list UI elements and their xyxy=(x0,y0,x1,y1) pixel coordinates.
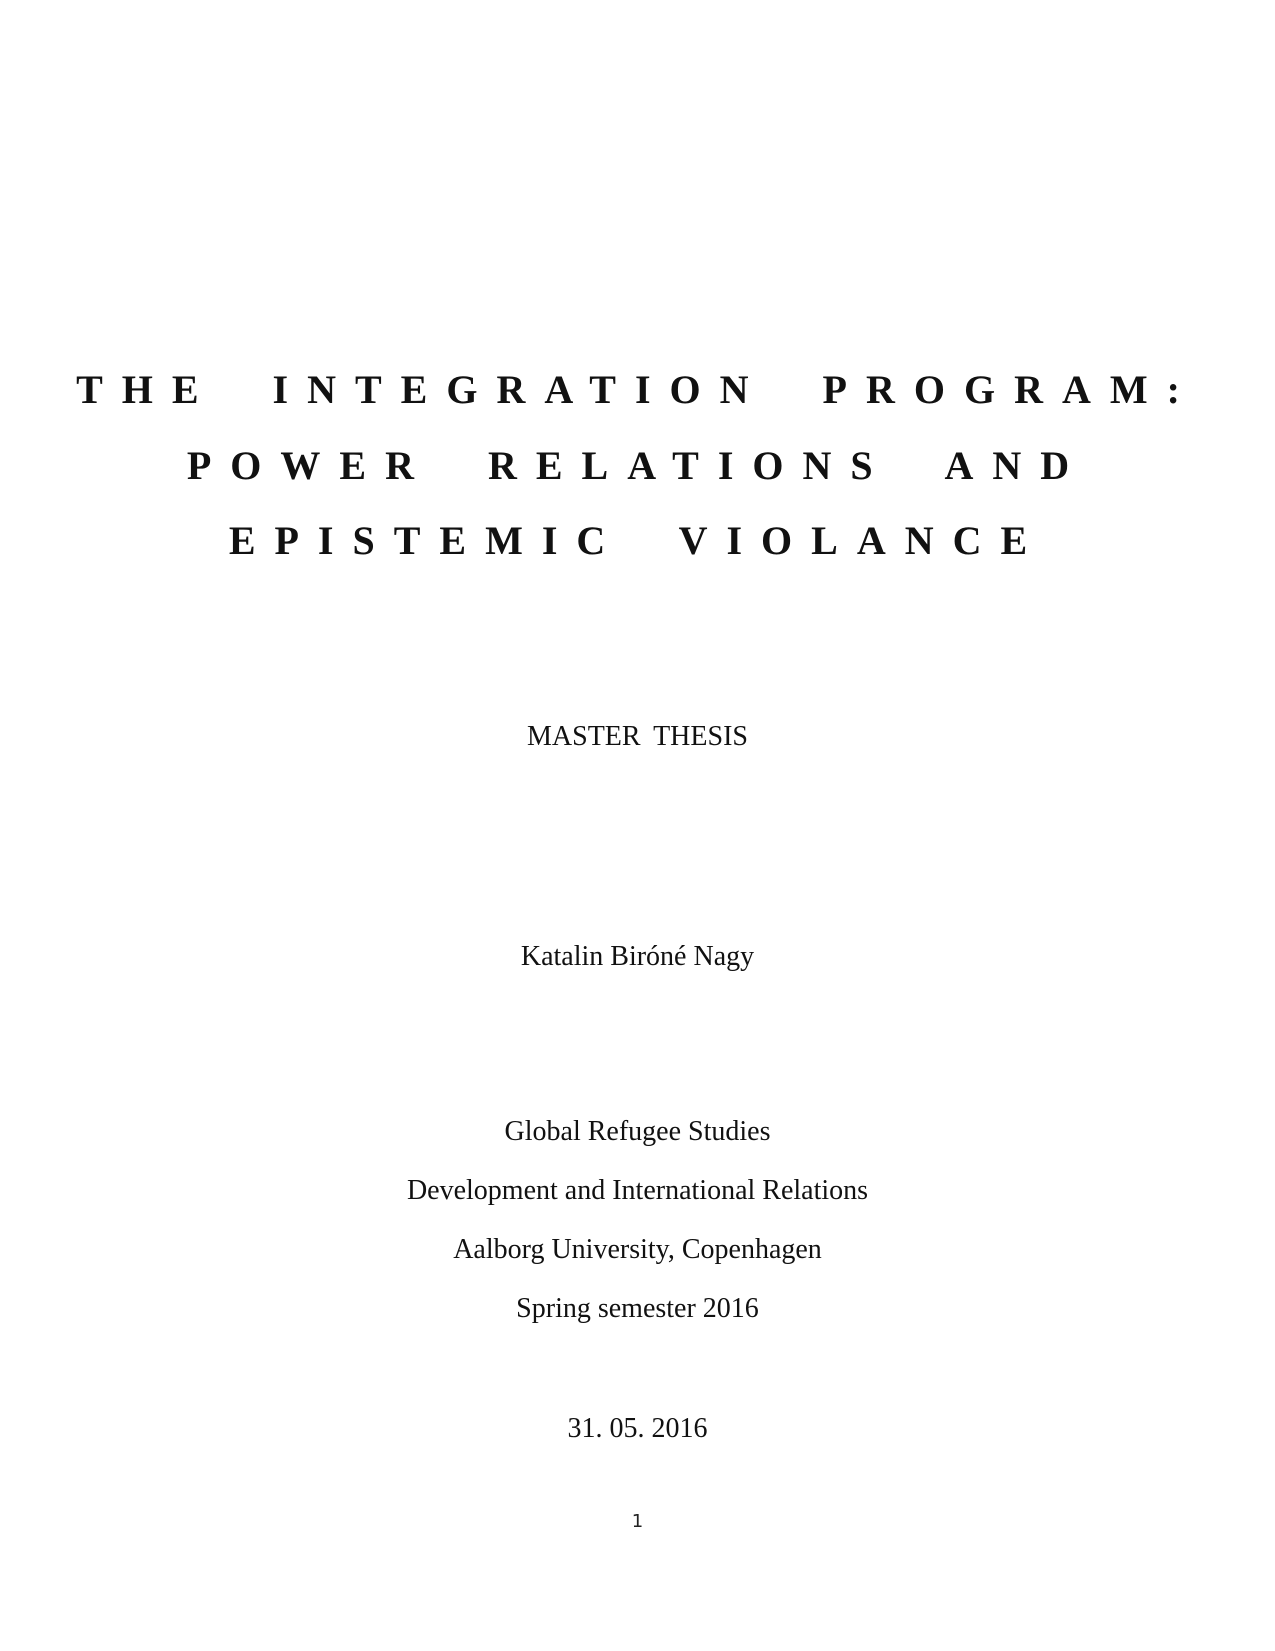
affiliation-program: Global Refugee Studies xyxy=(504,1116,771,1147)
thesis-title-line-2: POWER RELATIONS AND xyxy=(186,443,1089,488)
submission-date: 31. 05. 2016 xyxy=(567,1413,708,1444)
document-type: MASTER THESIS xyxy=(527,721,748,752)
thesis-title-line-3: EPISTEMIC VIOLANCE xyxy=(228,518,1047,563)
thesis-title-line-1: THE INTEGRATION PROGRAM: xyxy=(76,367,1199,412)
affiliation-department: Development and International Relations xyxy=(406,1175,869,1206)
page-number: 1 xyxy=(631,1511,644,1532)
affiliation-university: Aalborg University, Copenhagen xyxy=(453,1234,822,1265)
affiliation-semester: Spring semester 2016 xyxy=(516,1293,759,1324)
author-name: Katalin Biróné Nagy xyxy=(520,941,755,972)
